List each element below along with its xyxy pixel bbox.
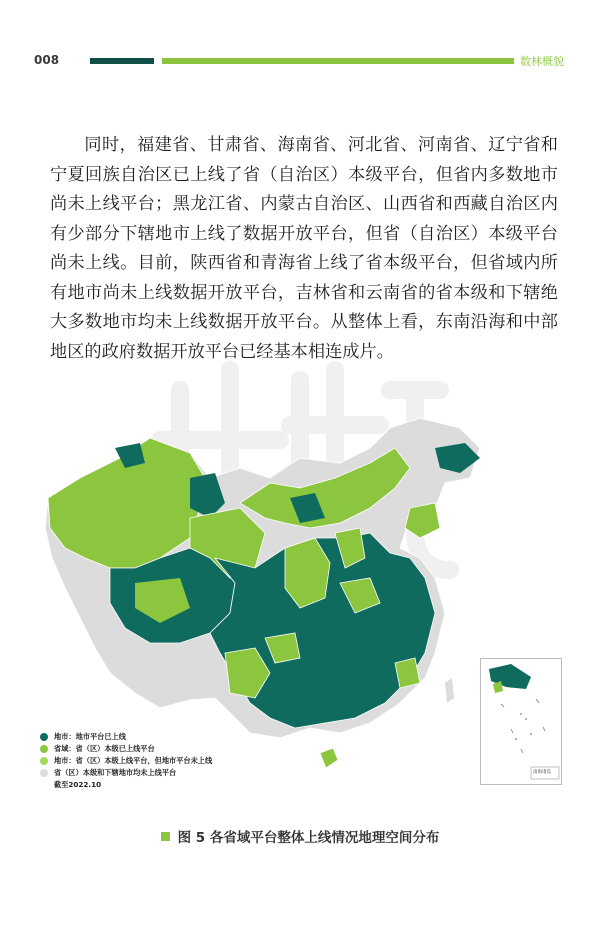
legend-label: 地市：省（区）本级上线平台，但地市平台未上线 (54, 756, 213, 765)
legend-item (40, 731, 280, 743)
region-fujian (395, 658, 420, 688)
inset-label: 南海诸岛 (533, 770, 551, 775)
legend-item (40, 767, 280, 779)
legend-dot (40, 757, 48, 765)
header-bar-dark (90, 58, 154, 64)
body-paragraph: 同时，福建省、甘肃省、海南省、河北省、河南省、辽宁省和宁夏回族自治区已上线了省（自治区）本级平台，但省内多数地市尚未上线平台；黑龙江省、内蒙古自治区、山西省和西藏自治区内有少部分下辖地市上线了数据开放平台，但省（自治区）本级平台尚未上线。目前，陕西省和青海省上线了省本级平台，但省域内所有地市尚未上线数据开放平台，吉林省和云南省的省本级和下辖绝大多数地市均未上线数据开放平台。从整体上看，东南沿海和中部地区的政府数据开放平台已经基本相连成片。 (50, 135, 558, 362)
legend-dot (40, 733, 48, 741)
legend-dot (40, 745, 48, 753)
legend-label: 省域：省（区）本级已上线平台 (54, 744, 155, 753)
legend-date: 截至2022.10 (54, 780, 102, 789)
caption-text: 图 5 各省域平台整体上线情况地理空间分布 (177, 830, 440, 846)
header-bar-green (162, 58, 514, 64)
page-number: 008 (34, 53, 60, 67)
map-legend (40, 731, 280, 791)
inset-map-south-china-sea (480, 658, 562, 785)
region-hainan (320, 748, 338, 768)
region-taiwan (445, 678, 454, 703)
section-name: 数林概貌 (520, 55, 564, 68)
figure-caption (0, 826, 600, 846)
legend-item (40, 743, 280, 755)
caption-square-icon (161, 832, 170, 841)
china-map (40, 408, 485, 778)
legend-item (40, 755, 280, 767)
legend-dot (40, 769, 48, 777)
region-liaoning (405, 503, 440, 538)
legend-label: 省（区）本级和下辖地市均未上线平台 (54, 768, 177, 777)
legend-label: 地市：地市平台已上线 (54, 732, 126, 741)
